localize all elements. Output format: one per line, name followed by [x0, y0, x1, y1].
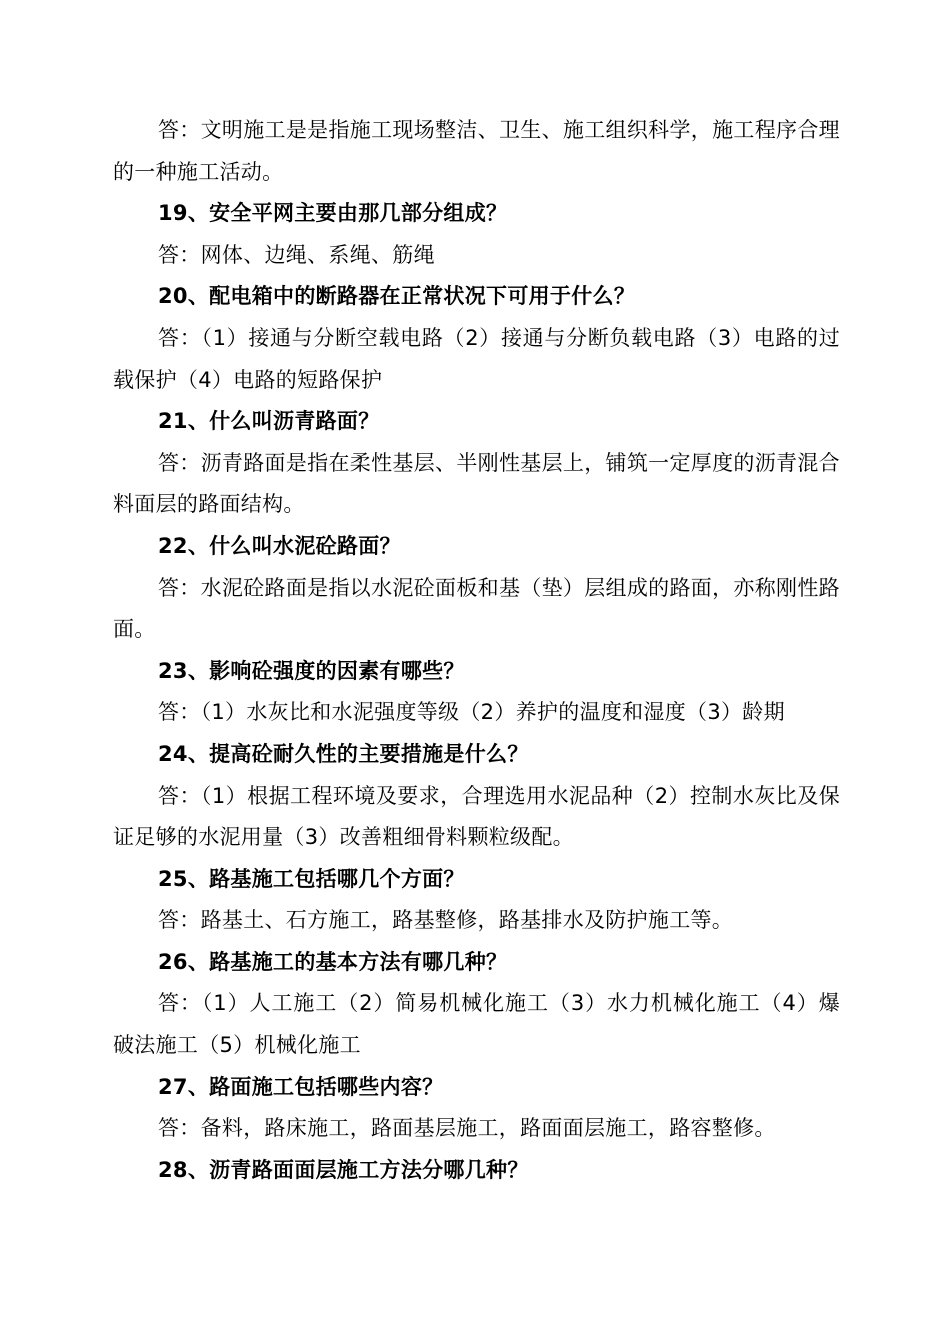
answer-paragraph: 答：沥青路面是指在柔性基层、半刚性基层上，铺筑一定厚度的沥青混合料面层的路面结构。	[113, 450, 840, 517]
answer-paragraph: 答：（1）接通与分断空载电路（2）接通与分断负载电路（3）电路的过载保护（4）电路的短路保护	[113, 325, 840, 392]
question-heading: 20、配电箱中的断路器在正常状况下可用于什么？	[158, 284, 636, 309]
question-heading: 23、影响砼强度的因素有哪些？	[158, 658, 465, 683]
question-heading: 27、路面施工包括哪些内容？	[158, 1074, 444, 1099]
answer-paragraph: 答：备料，路床施工，路面基层施工，路面面层施工，路容整修。	[158, 1116, 776, 1141]
answer-paragraph: 答：（1）水灰比和水泥强度等级（2）养护的温度和湿度（3）龄期	[158, 700, 785, 725]
document-body	[113, 110, 840, 1191]
answer-paragraph: 答：文明施工是是指施工现场整洁、卫生、施工组织科学，施工程序合理的一种施工活动。	[113, 118, 840, 184]
answer-paragraph: 答：路基土、石方施工，路基整修，路基排水及防护施工等。	[158, 908, 734, 933]
question-heading: 22、什么叫水泥砼路面？	[158, 533, 401, 558]
answer-paragraph: 答：（1）根据工程环境及要求，合理选用水泥品种（2）控制水灰比及保证足够的水泥用量（3）改善粗细骨料颗粒级配。	[113, 783, 840, 850]
question-heading: 19、安全平网主要由那几部分组成？	[158, 201, 508, 226]
question-heading: 24、提高砼耐久性的主要措施是什么？	[158, 741, 529, 766]
answer-paragraph: 答：水泥砼路面是指以水泥砼面板和基（垫）层组成的路面，亦称刚性路面。	[113, 575, 840, 642]
question-heading: 26、路基施工的基本方法有哪几种？	[158, 949, 508, 974]
question-heading: 21、什么叫沥青路面？	[158, 409, 380, 434]
question-heading: 25、路基施工包括哪几个方面？	[158, 866, 465, 891]
question-heading: 28、沥青路面面层施工方法分哪几种？	[158, 1157, 529, 1182]
answer-paragraph: 答：网体、边绳、系绳、筋绳	[158, 242, 435, 267]
answer-paragraph: 答：（1）人工施工（2）简易机械化施工（3）水力机械化施工（4）爆破法施工（5）机械化施工	[113, 991, 840, 1058]
